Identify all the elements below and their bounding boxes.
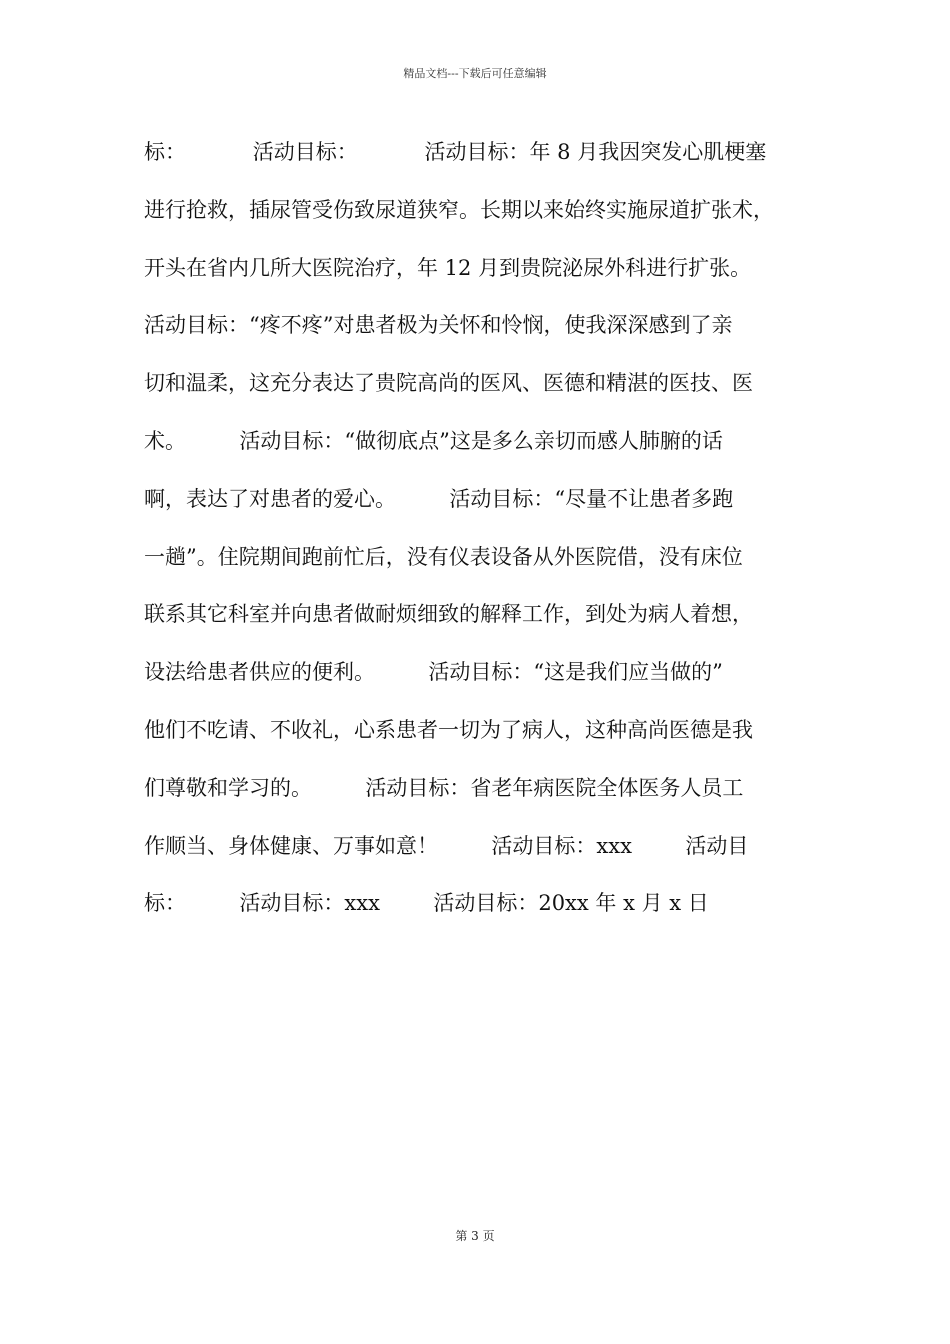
body-line: 标： 活动目标：xxx 活动目标：20xx 年 x 月 x 日 — [144, 891, 709, 916]
body-line: 进行抢救，插尿管受伤致尿道狭窄。长期以来始终实施尿道扩张术， — [144, 197, 774, 222]
body-line: 作顺当、身体健康、万事如意！ 活动目标：xxx 活动目 — [144, 833, 749, 858]
body-line: 啊，表达了对患者的爱心。 活动目标：“尽量不让患者多跑 — [144, 486, 734, 511]
body-line: 活动目标：“疼不疼”对患者极为关怀和怜悯，使我深深感到了亲 — [144, 313, 733, 338]
body-line: 们尊敬和学习的。 活动目标：省老年病医院全体医务人员工 — [144, 775, 744, 800]
body-line: 一趟”。住院期间跑前忙后，没有仪表设备从外医院借，没有床位 — [144, 544, 743, 569]
page-number: 第 3 页 — [455, 1229, 495, 1243]
body-line: 联系其它科室并向患者做耐烦细致的解释工作，到处为病人着想， — [144, 602, 753, 627]
page-header: 精品文档---下载后可任意编辑 — [403, 67, 547, 80]
body-line: 设法给患者供应的便利。 活动目标：“这是我们应当做的” — [144, 660, 723, 685]
body-line: 术。 活动目标：“做彻底点”这是多么亲切而感人肺腑的话 — [144, 428, 723, 453]
body-line: 开头在省内几所大医院治疗，年 12 月到贵院泌尿外科进行扩张。 — [144, 255, 752, 280]
body-text — [144, 124, 824, 933]
body-line: 他们不吃请、不收礼，心系患者一切为了病人，这种高尚医德是我 — [144, 717, 753, 742]
body-line: 切和温柔，这充分表达了贵院高尚的医风、医德和精湛的医技、医 — [144, 371, 753, 396]
body-line: 标： 活动目标： 活动目标：年 8 月我因突发心肌梗塞 — [144, 140, 767, 164]
